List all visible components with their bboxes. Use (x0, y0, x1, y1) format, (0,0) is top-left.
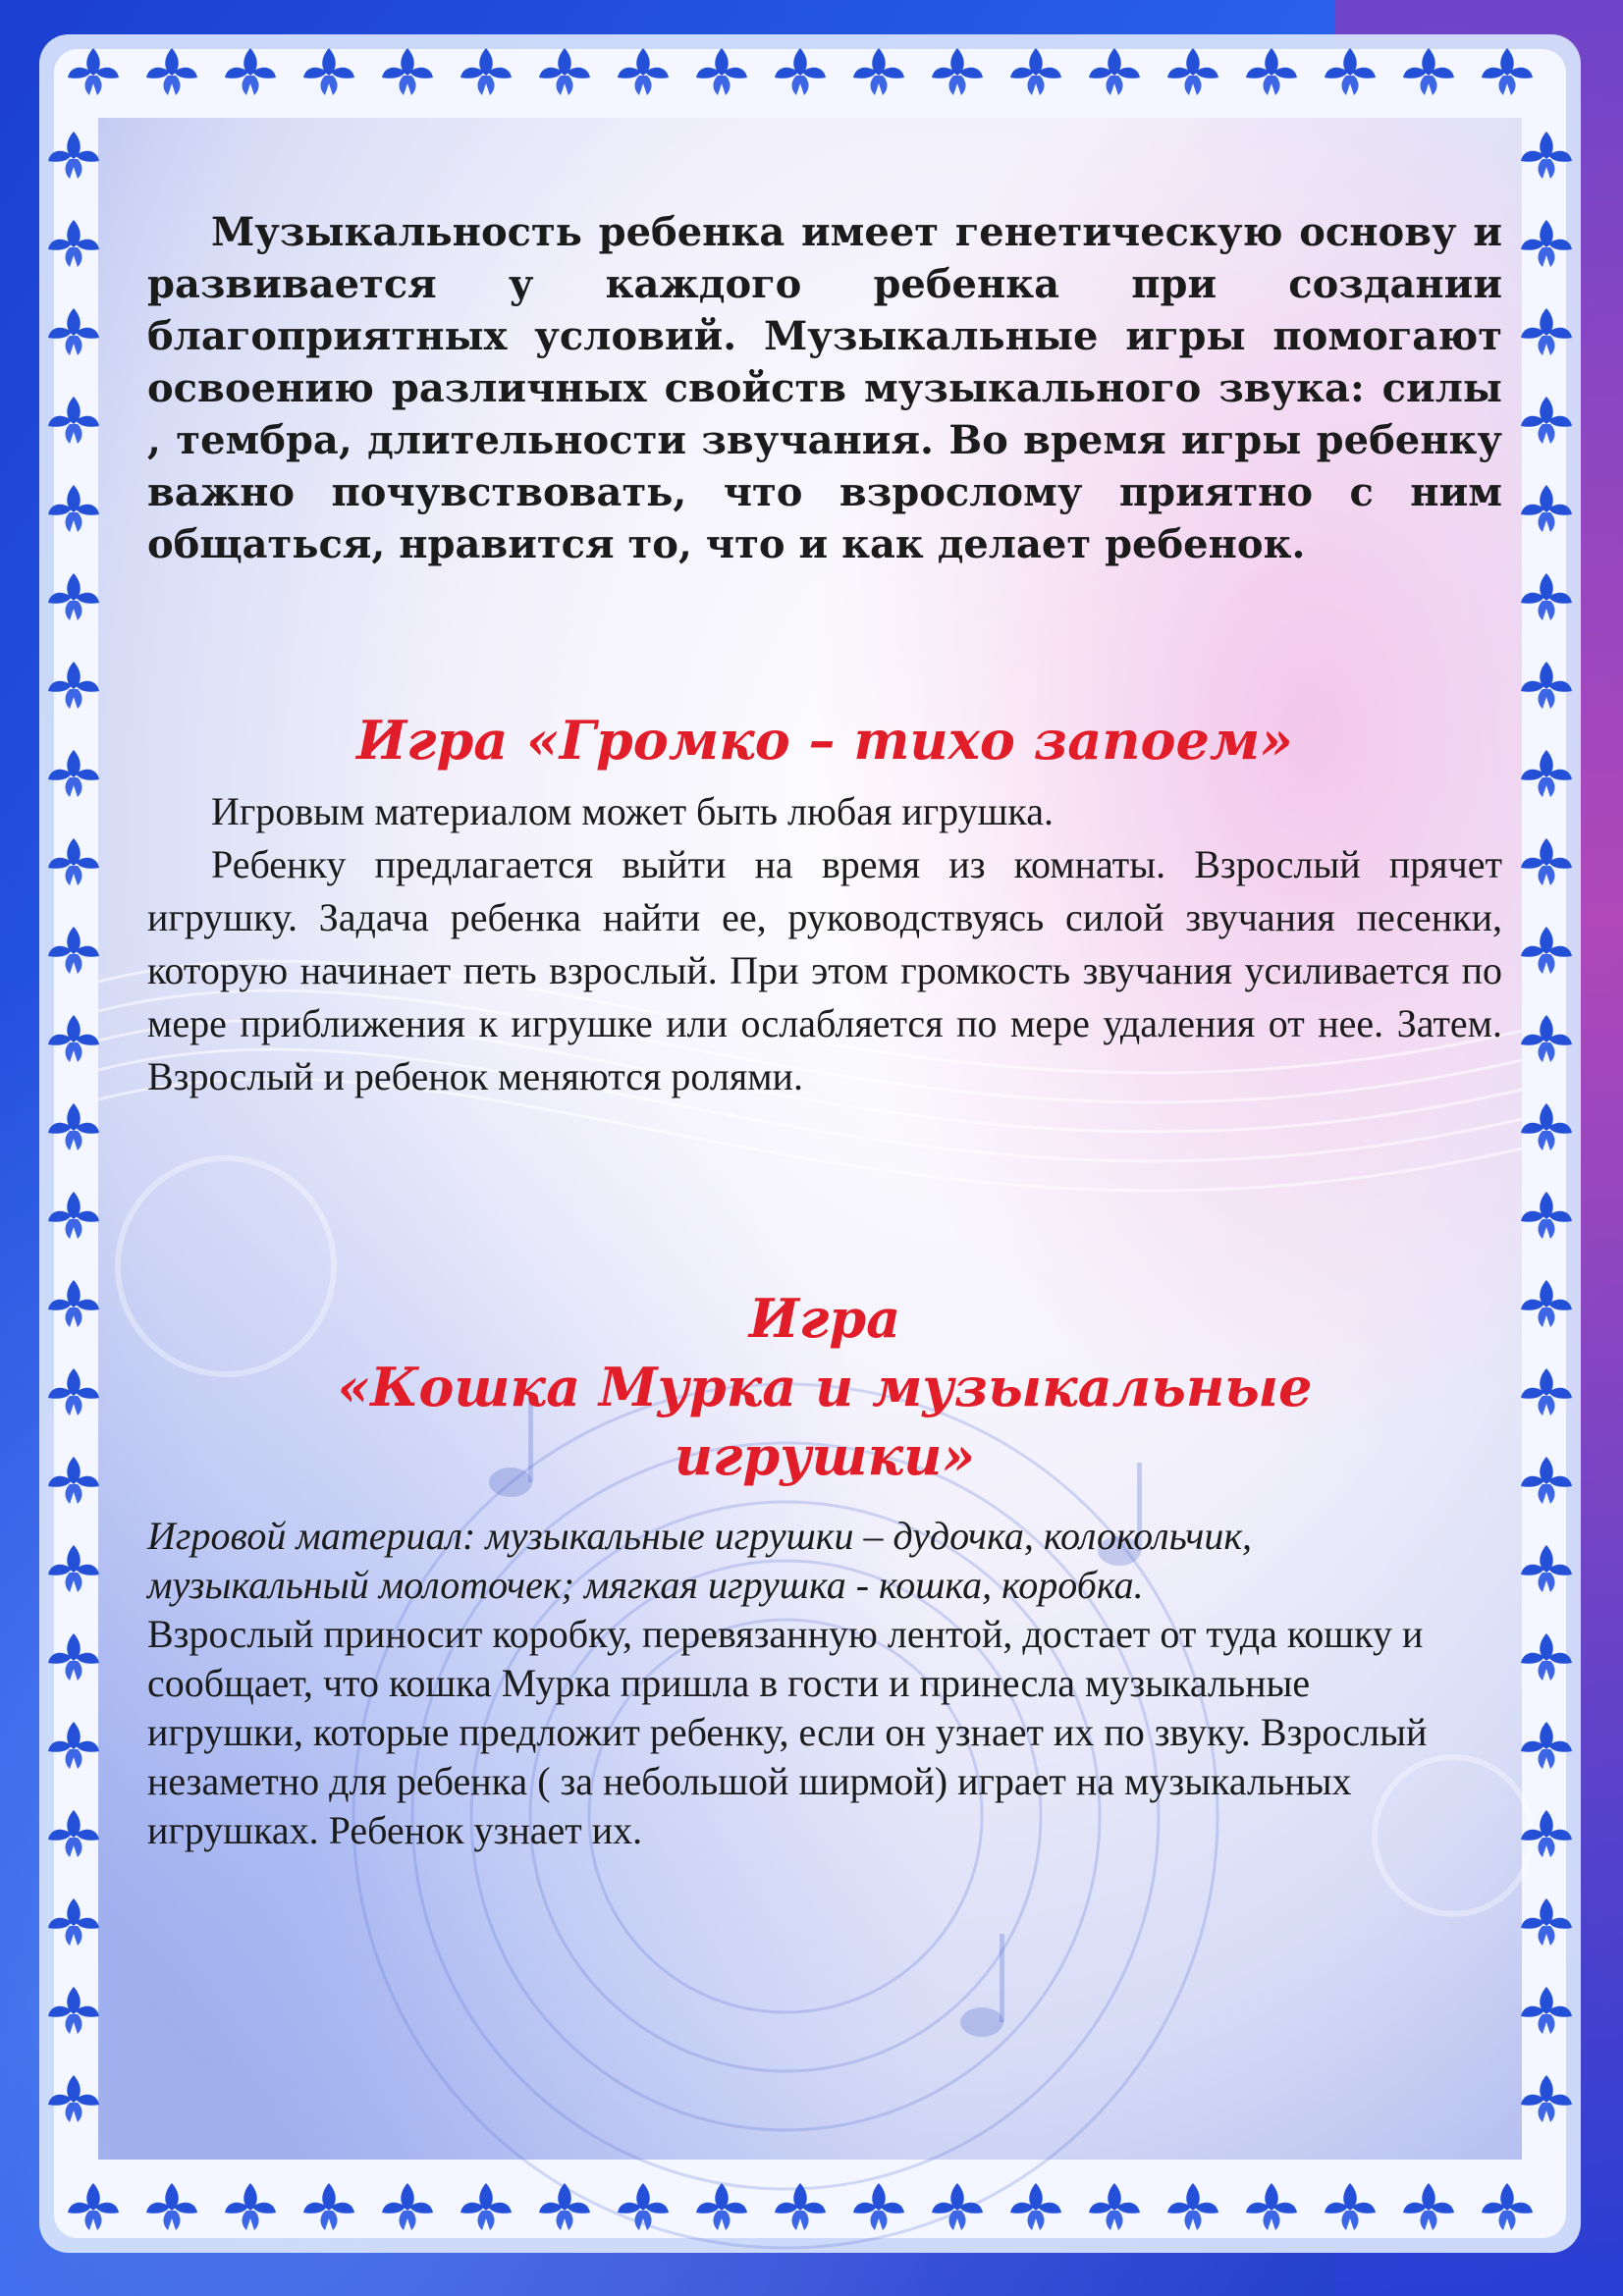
game2-title-line-3: игрушки» (674, 1424, 976, 1487)
intro-text (147, 206, 1502, 570)
game1-paragraph-1: Игровым материалом может быть любая игрушка. (211, 789, 1055, 833)
game2-title-line-1: Игра (748, 1287, 901, 1350)
intro-paragraph: Музыкальность ребенка имеет генетическую основу и развивается у каждого ребенка при создании благоприятных условий. Музыкальные игры помогают освоению различных свойств музыкального звука: силы , тембра, длительности звучания. Во время игры ребенку важно почувствовать, что взрослому приятно с ним общаться, нравится то, что и как делает ребенок. (147, 209, 1502, 567)
game2-title (147, 1284, 1502, 1490)
game2-body (147, 1512, 1473, 1855)
game1-paragraph-2: Ребенку предлагается выйти на время из комнаты. Взрослый прячет игрушку. Задача ребенка найти ее, руководствуясь силой звучания песенки, которую начинает петь взрослый. При этом громкость звучания усиливается по мере приближения к игрушке или ослабляется по мере удаления от нее. Затем. Взрослый и ребенок меняются ролями. (147, 842, 1502, 1098)
game1-body (147, 785, 1502, 1103)
game2-title-line-2: «Кошка Мурка и музыкальные (337, 1356, 1313, 1418)
game1-title: Игра «Громко – тихо запоем» (356, 709, 1293, 772)
game2-material: Игровой материал: музыкальные игрушки – дудочка, колокольчик, музыкальный молоточек; мягкая игрушка - кошка, коробка. (147, 1514, 1253, 1607)
game2-paragraph: Взрослый приносит коробку, перевязанную лентой, достает от туда кошку и сообщает, что кошка Мурка пришла в гости и принесла музыкальные игрушки, которые предложит ребенку, если он узнает их по звуку. Взрослый незаметно для ребенка ( за небольшой ширмой) играет на музыкальных игрушках. Ребенок узнает их. (147, 1612, 1428, 1852)
